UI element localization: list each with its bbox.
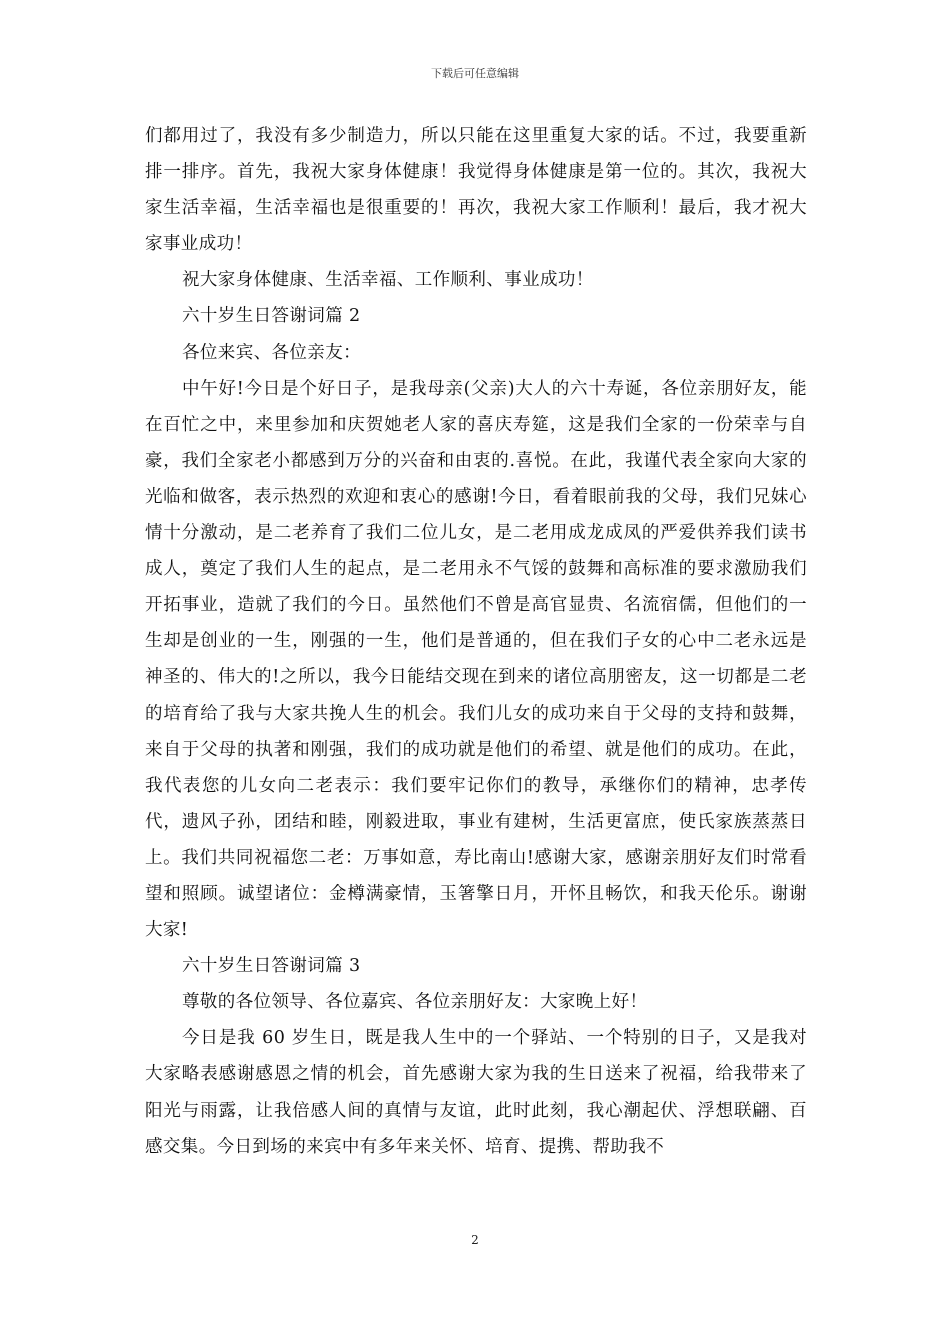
section-heading-3: 六十岁生日答谢词篇 3 xyxy=(182,956,361,977)
paragraph-continuation: 们都用过了，我没有多少制造力，所以只能在这里重复大家的话。不过，我要重新排一排序。首先，我祝大家身体健康！我觉得身体健康是第一位的。其次，我祝大家生活幸福，生活幸福也是很重要的！再次，我祝大家工作顺利！最后，我才祝大家事业成功！ xyxy=(145,126,807,255)
paragraph-speech-2: 中午好!今日是个好日子，是我母亲(父亲)大人的六十寿诞，各位亲朋好友，能在百忙之中，来里参加和庆贺她老人家的喜庆寿筵，这是我们全家的一份荣幸与自豪，我们全家老小都感到万分的兴奋和由衷的.喜悦。在此，我谨代表全家向大家的光临和做客，表示热烈的欢迎和衷心的感谢!今日，看着眼前我的父母，我们兄妹心情十分激动，是二老养育了我们二位儿女，是二老用成龙成凤的严爱供养我们读书成人，奠定了我们人生的起点，是二老用永不气馁的鼓舞和高标准的要求激励我们开拓事业，造就了我们的今日。虽然他们不曾是高官显贵、名流宿儒，但他们的一生却是创业的一生，刚强的一生，他们是普通的，但在我们子女的心中二老永远是神圣的、伟大的!之所以，我今日能结交现在到来的诸位高朋密友，这一切都是二老的培育给了我与大家共挽人生的机会。我们儿女的成功来自于父母的支持和鼓舞，来自于父母的执著和刚强，我们的成功就是他们的希望、就是他们的成功。在此，我代表您的儿女向二老表示：我们要牢记你们的教导，承继你们的精神，忠孝传代，遗风子孙，团结和睦，刚毅进取，事业有建树，生活更富庶，使氏家族蒸蒸日上。我们共同祝福您二老：万事如意，寿比南山!感谢大家，感谢亲朋好友们时常看望和照顾。诚望诸位：金樽满豪情，玉箸擎日月，开怀且畅饮，和我天伦乐。谢谢大家! xyxy=(145,378,807,941)
salutation-2: 各位来宾、各位亲友： xyxy=(182,342,361,363)
page-number: 2 xyxy=(471,1233,479,1247)
document-body xyxy=(145,118,807,1165)
page-header: 下载后可任意编辑 xyxy=(431,67,519,80)
paragraph-wishes: 祝大家身体健康、生活幸福、工作顺利、事业成功！ xyxy=(182,270,594,291)
section-heading-2: 六十岁生日答谢词篇 2 xyxy=(182,306,361,327)
salutation-3: 尊敬的各位领导、各位嘉宾、各位亲朋好友：大家晚上好！ xyxy=(182,992,648,1013)
paragraph-speech-3: 今日是我 60 岁生日，既是我人生中的一个驿站、一个特别的日子，又是我对大家略表感谢感恩之情的机会，首先感谢大家为我的生日送来了祝福，给我带来了阳光与雨露，让我倍感人间的真情与友谊，此时此刻，我心潮起伏、浮想联翩、百感交集。今日到场的来宾中有多年来关怀、培育、提携、帮助我不 xyxy=(145,1028,807,1157)
